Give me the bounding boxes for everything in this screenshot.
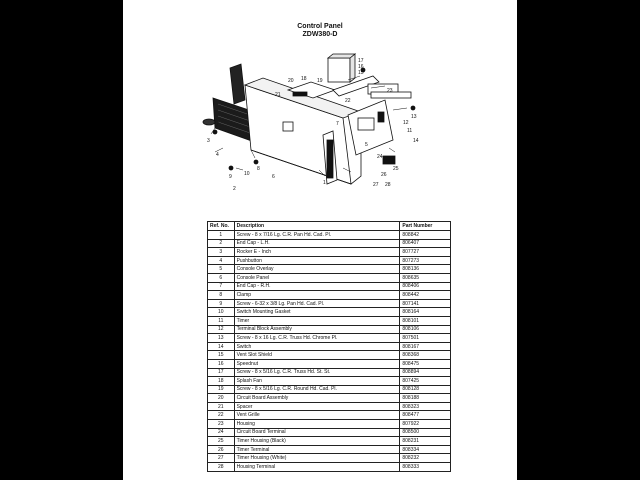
description-cell: Splash Fan xyxy=(234,377,400,386)
rocker-knob xyxy=(203,119,215,125)
ref-no-cell: 25 xyxy=(208,437,235,446)
ref-no-cell: 19 xyxy=(208,385,235,394)
part-number-cell: 808128 xyxy=(400,385,451,394)
table-header-row xyxy=(208,222,451,231)
callout-label: 20 xyxy=(288,78,294,84)
description-cell: Pushbutton xyxy=(234,256,400,265)
ref-no-cell: 7 xyxy=(208,282,235,291)
callout-label: 5 xyxy=(365,142,368,148)
description-cell: Switch xyxy=(234,342,400,351)
description-cell: Console Panel xyxy=(234,273,400,282)
table-row xyxy=(208,394,451,403)
description-cell: Terminal Block Assembly xyxy=(234,325,400,334)
ref-no-cell: 21 xyxy=(208,402,235,411)
timer-box xyxy=(328,58,350,82)
exploded-view-diagram xyxy=(123,0,517,200)
table-row xyxy=(208,273,451,282)
ref-no-cell: 24 xyxy=(208,428,235,437)
ref-no-cell: 27 xyxy=(208,454,235,463)
callout-label: 4 xyxy=(216,152,219,158)
header-ref-no: Ref. No. xyxy=(208,222,235,231)
ref-no-cell: 26 xyxy=(208,445,235,454)
table-row xyxy=(208,299,451,308)
callout-label: 11 xyxy=(407,128,413,134)
description-cell: Spacer xyxy=(234,402,400,411)
parts-sheet xyxy=(123,0,517,480)
description-cell: End Cap - R.H. xyxy=(234,282,400,291)
part-number-cell: 808334 xyxy=(400,445,451,454)
screw xyxy=(411,106,415,110)
description-cell: Circuit Board Terminal xyxy=(234,428,400,437)
parts-list-table xyxy=(207,221,451,472)
description-cell: Screw - 8 x 7/16 Lg. C.R. Pan Hd. Cad. Pl. xyxy=(234,231,400,240)
callout-label: 16 xyxy=(358,64,364,70)
table-row xyxy=(208,377,451,386)
description-cell: Circuit Board Assembly xyxy=(234,394,400,403)
callout-label: 2 xyxy=(233,186,236,192)
table-row xyxy=(208,428,451,437)
table-row xyxy=(208,291,451,300)
callout-label: 1 xyxy=(323,180,326,186)
table-row xyxy=(208,231,451,240)
part-number-cell: 808106 xyxy=(400,325,451,334)
ref-no-cell: 16 xyxy=(208,359,235,368)
part-number-cell: 807501 xyxy=(400,334,451,343)
part-number-cell: 808333 xyxy=(400,463,451,472)
description-cell: Timer xyxy=(234,316,400,325)
ref-no-cell: 8 xyxy=(208,291,235,300)
part-number-cell: 807273 xyxy=(400,256,451,265)
ref-no-cell: 20 xyxy=(208,394,235,403)
description-cell: Screw - 8 x 16 Lg. C.R. Truss Hd. Chrome Pl. xyxy=(234,334,400,343)
part-number-cell: 808164 xyxy=(400,308,451,317)
ref-no-cell: 14 xyxy=(208,342,235,351)
part-number-cell: 808323 xyxy=(400,402,451,411)
description-cell: Console Overlay xyxy=(234,265,400,274)
screw xyxy=(213,130,217,134)
callout-label: 24 xyxy=(377,154,383,160)
timer-housing xyxy=(383,156,395,164)
model-number: ZDW380-D xyxy=(302,31,338,38)
description-cell: Vent Grille xyxy=(234,411,400,420)
part-number-cell: 808477 xyxy=(400,411,451,420)
part-number-cell: 808101 xyxy=(400,316,451,325)
table-row xyxy=(208,437,451,446)
callout-label: 22 xyxy=(345,98,351,104)
part-number-cell: 808136 xyxy=(400,265,451,274)
part-number-cell: 808842 xyxy=(400,231,451,240)
description-cell: Screw - 8 x 5/16 Lg. C.R. Round Hd. Cad. Pl. xyxy=(234,385,400,394)
pushbutton-strip xyxy=(327,140,333,178)
callout-label: 13 xyxy=(411,114,417,120)
table-row xyxy=(208,385,451,394)
header-description: Description xyxy=(234,222,400,231)
description-cell: Timer Housing (Black) xyxy=(234,437,400,446)
screw xyxy=(229,166,233,170)
callout-label: 8 xyxy=(257,166,260,172)
description-cell: Timer Housing (White) xyxy=(234,454,400,463)
table-row xyxy=(208,308,451,317)
table-row xyxy=(208,256,451,265)
part-number-cell: 807727 xyxy=(400,248,451,257)
description-cell: End Cap - L.H. xyxy=(234,239,400,248)
ref-no-cell: 10 xyxy=(208,308,235,317)
ref-no-cell: 6 xyxy=(208,273,235,282)
callout-label: 15 xyxy=(358,70,364,76)
screw xyxy=(254,160,258,164)
callout-label: 14 xyxy=(413,138,419,144)
description-cell: Clamp xyxy=(234,291,400,300)
part-number-cell: 808368 xyxy=(400,351,451,360)
sheet-title: Control Panel xyxy=(297,23,343,30)
part-number-cell: 806407 xyxy=(400,239,451,248)
ref-no-cell: 9 xyxy=(208,299,235,308)
ref-no-cell: 3 xyxy=(208,248,235,257)
ref-no-cell: 11 xyxy=(208,316,235,325)
callout-label: 27 xyxy=(373,182,379,188)
part-number-cell: 808442 xyxy=(400,291,451,300)
ref-no-cell: 23 xyxy=(208,420,235,429)
table-row xyxy=(208,420,451,429)
part-number-cell: 808894 xyxy=(400,368,451,377)
description-cell: Timer Terminal xyxy=(234,445,400,454)
table-row xyxy=(208,325,451,334)
table-row xyxy=(208,316,451,325)
description-cell: Rocker E - Inch xyxy=(234,248,400,257)
part-number-cell: 808167 xyxy=(400,342,451,351)
ref-no-cell: 2 xyxy=(208,239,235,248)
part-number-cell: 808406 xyxy=(400,282,451,291)
table-row xyxy=(208,454,451,463)
table-row xyxy=(208,239,451,248)
ref-no-cell: 13 xyxy=(208,334,235,343)
ref-no-cell: 5 xyxy=(208,265,235,274)
callout-label: 21 xyxy=(275,92,281,98)
callout-label: 12 xyxy=(403,120,409,126)
description-cell: Vent Slot Shield xyxy=(234,351,400,360)
callout-label: 25 xyxy=(393,166,399,172)
callout-label: 19 xyxy=(317,78,323,84)
table-row xyxy=(208,342,451,351)
table-row xyxy=(208,463,451,472)
ref-no-cell: 4 xyxy=(208,256,235,265)
table-row xyxy=(208,402,451,411)
callout-label: 7 xyxy=(336,121,339,127)
table-row xyxy=(208,248,451,257)
ref-no-cell: 28 xyxy=(208,463,235,472)
description-cell: Speednut xyxy=(234,359,400,368)
callout-label: 23 xyxy=(387,88,393,94)
table-row xyxy=(208,368,451,377)
callout-label: 26 xyxy=(381,172,387,178)
part-number-cell: 808635 xyxy=(400,273,451,282)
description-cell: Housing xyxy=(234,420,400,429)
part-number-cell: 808188 xyxy=(400,394,451,403)
ref-no-cell: 1 xyxy=(208,231,235,240)
part-number-cell: 808475 xyxy=(400,359,451,368)
table-row xyxy=(208,359,451,368)
ref-no-cell: 15 xyxy=(208,351,235,360)
description-cell: Switch Mounting Gasket xyxy=(234,308,400,317)
part-number-cell: 807141 xyxy=(400,299,451,308)
description-cell: Screw - 8 x 5/16 Lg. C.R. Truss Hd. St. St. xyxy=(234,368,400,377)
ref-no-cell: 18 xyxy=(208,377,235,386)
callout-label: 9 xyxy=(229,174,232,180)
part-number-cell: 808232 xyxy=(400,454,451,463)
ref-no-cell: 22 xyxy=(208,411,235,420)
part-number-cell: 807922 xyxy=(400,420,451,429)
ref-no-cell: 17 xyxy=(208,368,235,377)
table-row xyxy=(208,334,451,343)
header-part-number: Part Number xyxy=(400,222,451,231)
ref-no-cell: 12 xyxy=(208,325,235,334)
part-number-cell: 808231 xyxy=(400,437,451,446)
table-row xyxy=(208,265,451,274)
part-number-cell: 807425 xyxy=(400,377,451,386)
callout-label: 3 xyxy=(207,138,210,144)
table-row xyxy=(208,282,451,291)
table-row xyxy=(208,351,451,360)
callout-label: 17 xyxy=(358,58,364,64)
callout-label: 28 xyxy=(385,182,391,188)
table-row xyxy=(208,411,451,420)
callout-label: 18 xyxy=(301,76,307,82)
description-cell: Screw - 6-32 x 3/8 Lg. Pan Hd. Cad. Pl. xyxy=(234,299,400,308)
callout-label: 6 xyxy=(272,174,275,180)
description-cell: Housing Terminal xyxy=(234,463,400,472)
callout-label: 10 xyxy=(244,171,250,177)
end-cap-left xyxy=(230,64,245,104)
part-number-cell: 808500 xyxy=(400,428,451,437)
table-row xyxy=(208,445,451,454)
